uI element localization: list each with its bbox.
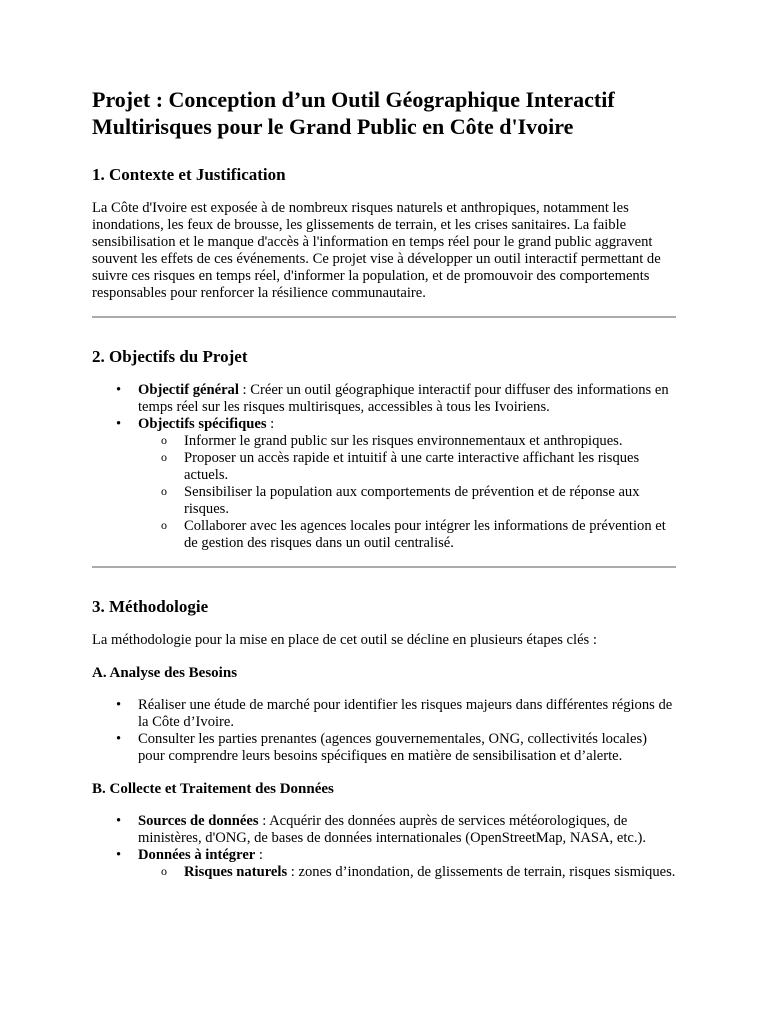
data-sources-label: Sources de données [138, 813, 259, 829]
specific-objectives-list [138, 433, 676, 552]
list-item: o Collaborer avec les agences locales pour intégrer les informations de prévention et de gestion des risques dans un outil centralisé. [184, 518, 676, 552]
list-item [138, 416, 676, 552]
objectives-list [92, 382, 676, 552]
section-heading-context: 1. Contexte et Justification [92, 165, 286, 184]
data-sources-text: : Acquérir des données auprès de services météorologiques, de ministères, d'ONG, de bases de données internationales (OpenStreetMap, NASA, etc.). [138, 813, 647, 846]
natural-risks-text: : zones d’inondation, de glissements de terrain, risques sismiques. [287, 864, 676, 880]
list-item: o Proposer un accès rapide et intuitif à une carte interactive affichant les risques actuels. [184, 450, 676, 484]
general-objective-text: : Créer un outil géographique interactif pour diffuser des informations en temps réel sur les risques multirisques, accessibles à tous les Ivoiriens. [138, 382, 669, 415]
list-item: o Sensibiliser la population aux comportements de prévention et de réponse aux risques. [184, 484, 676, 518]
data-integrate-list [138, 864, 676, 881]
specific-objectives-label: Objectifs spécifiques [138, 416, 267, 432]
divider [92, 316, 676, 318]
subsection-heading-data: B. Collecte et Traitement des Données [92, 781, 334, 797]
specific-objectives-suffix: : [266, 416, 275, 432]
list-item: • Consulter les parties prenantes (agences gouvernementales, ONG, collectivités locales) pour comprendre leurs besoins spécifiques en matière de sensibilisation et d’alerte. [138, 731, 676, 765]
list-item [138, 382, 676, 416]
data-integrate-label: Données à intégrer [138, 847, 256, 863]
document-title: Projet : Conception d’un Outil Géographique Interactif Multirisques pour le Grand Public en Côte d'Ivoire [92, 87, 615, 139]
list-item: • Réaliser une étude de marché pour identifier les risques majeurs dans différentes régions de la Côte d’Ivoire. [138, 697, 676, 731]
context-paragraph: La Côte d'Ivoire est exposée à de nombreux risques naturels et anthropiques, notamment les inondations, les feux de brousse, les glissements de terrain, et les crises sanitaires. La faible sensibilisation et le manque d'accès à l'information en temps réel pour le grand public aggravent souvent les effets de ces événements. Ce projet vise à développer un outil interactif permettant de suivre ces risques en temps réel, d'informer la population, et de promouvoir des comportements responsables pour renforcer la résilience communautaire. [92, 200, 661, 301]
natural-risks-label: Risques naturels [184, 864, 288, 880]
list-item [138, 847, 676, 881]
list-item [184, 864, 676, 881]
divider [92, 566, 676, 568]
needs-list [92, 697, 676, 765]
methodology-intro: La méthodologie pour la mise en place de cet outil se décline en plusieurs étapes clés : [92, 632, 597, 648]
section-heading-objectives: 2. Objectifs du Projet [92, 347, 248, 366]
list-item: o Informer le grand public sur les risques environnementaux et anthropiques. [184, 433, 676, 450]
section-heading-methodology: 3. Méthodologie [92, 597, 209, 616]
subsection-heading-needs: A. Analyse des Besoins [92, 665, 238, 681]
general-objective-label: Objectif général [138, 382, 239, 398]
list-item [138, 813, 676, 847]
data-integrate-suffix: : [255, 847, 263, 863]
data-list [92, 813, 676, 881]
